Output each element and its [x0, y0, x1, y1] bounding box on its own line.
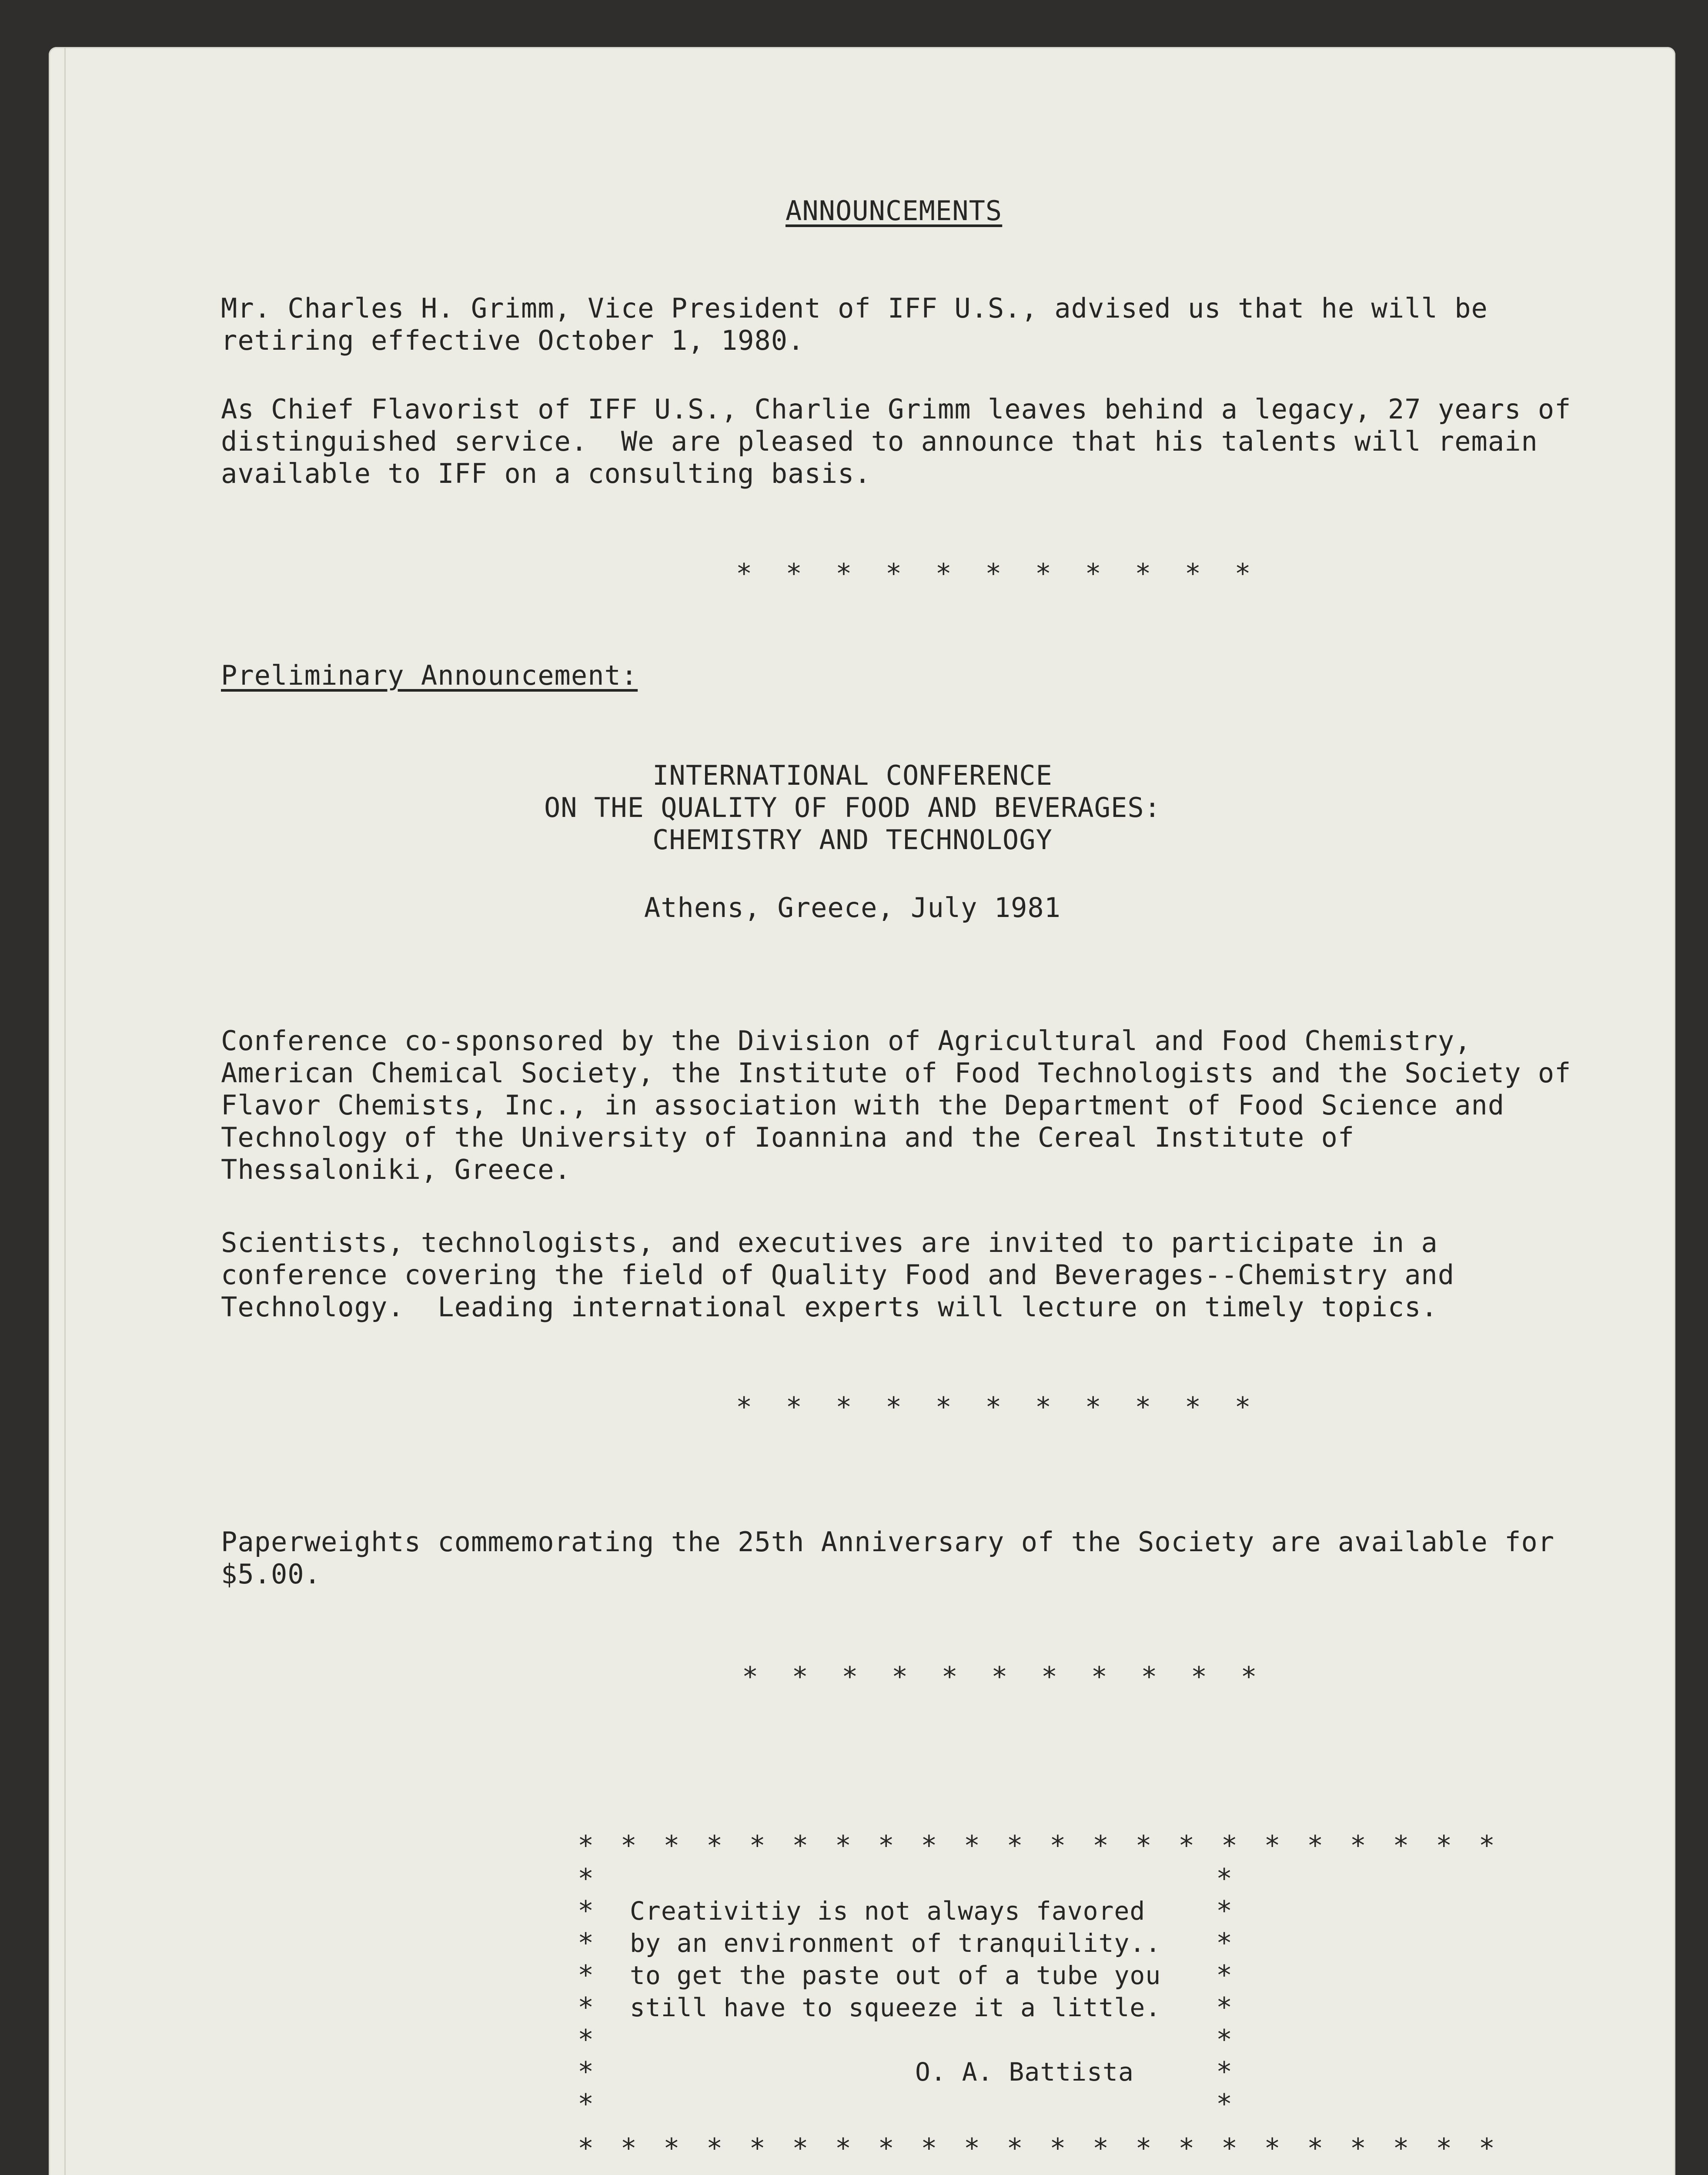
conference-paragraph-line-4: Technology of the University of Ioannina and the Cereal Institute of — [221, 1121, 1355, 1153]
conference-title-line-3: CHEMISTRY AND TECHNOLOGY — [652, 824, 1053, 856]
quote-box-left-star: * — [578, 1863, 595, 1894]
quote-box-left-star: * — [578, 1991, 595, 2023]
invitation-paragraph-line-3: Technology. Leading international experts will lecture on timely topics. — [221, 1291, 1438, 1323]
announcement-paragraph-2-line-3: available to IFF on a consulting basis. — [221, 458, 871, 489]
invitation-paragraph-line-2: conference covering the field of Quality Food and Beverages--Chemistry and — [221, 1259, 1455, 1291]
announcement-paragraph-1-line-2: retiring effective October 1, 1980. — [221, 325, 805, 356]
quote-line-2: by an environment of tranquility.. — [630, 1928, 1161, 1958]
quote-box-top-border: * * * * * * * * * * * * * * * * * * * * * * — [578, 1830, 1501, 1861]
conference-paragraph-line-2: American Chemical Society, the Institute of Food Technologists and the Society of — [221, 1057, 1571, 1089]
quote-box-right-star: * — [1216, 1959, 1233, 1991]
quote-line-4: still have to squeeze it a little. — [630, 1993, 1161, 2022]
quote-box-right-star: * — [1216, 1927, 1233, 1959]
separator-stars-2: * * * * * * * * * * * — [736, 1391, 1260, 1423]
quote-box-right-star: * — [1216, 1895, 1233, 1927]
invitation-paragraph-line-1: Scientists, technologists, and executives are invited to participate in a — [221, 1227, 1438, 1258]
quote-box-left-star: * — [578, 2056, 595, 2088]
conference-paragraph-line-5: Thessaloniki, Greece. — [221, 1154, 571, 1185]
quote-box-left-star: * — [578, 1959, 595, 1991]
quote-box-right-star: * — [1216, 2088, 1233, 2120]
quote-box-right-star: * — [1216, 1991, 1233, 2023]
quote-box-left-star: * — [578, 1895, 595, 1927]
announcement-paragraph-2-line-1: As Chief Flavorist of IFF U.S., Charlie Grimm leaves behind a legacy, 27 years of — [221, 393, 1571, 425]
paperweights-paragraph-line-1: Paperweights commemorating the 25th Anniversary of the Society are available for — [221, 1526, 1555, 1558]
quote-line-3: to get the paste out of a tube you — [630, 1961, 1161, 1990]
conference-title-line-1: INTERNATIONAL CONFERENCE — [652, 760, 1053, 791]
conference-paragraph-line-1: Conference co-sponsored by the Division of Agricultural and Food Chemistry, — [221, 1025, 1471, 1057]
conference-location: Athens, Greece, July 1981 — [644, 892, 1061, 924]
separator-stars-1: * * * * * * * * * * * — [736, 558, 1260, 589]
preliminary-announcement-heading: Preliminary Announcement: — [221, 659, 638, 691]
quote-author: O. A. Battista — [915, 2057, 1134, 2087]
quote-box-left-star: * — [578, 1927, 595, 1959]
separator-stars-3: * * * * * * * * * * * — [742, 1661, 1266, 1693]
announcement-paragraph-1-line-1: Mr. Charles H. Grimm, Vice President of IFF U.S., advised us that he will be — [221, 292, 1488, 324]
paperweights-paragraph-line-2: $5.00. — [221, 1558, 321, 1590]
quote-box-right-star: * — [1216, 1863, 1233, 1894]
quote-box-bottom-border: * * * * * * * * * * * * * * * * * * * * * * — [578, 2132, 1501, 2164]
quote-box-left-star: * — [578, 2024, 595, 2055]
conference-title-line-2: ON THE QUALITY OF FOOD AND BEVERAGES: — [544, 792, 1161, 823]
announcements-heading: ANNOUNCEMENTS — [785, 195, 1003, 227]
quote-box-right-star: * — [1216, 2024, 1233, 2055]
quote-box-right-star: * — [1216, 2056, 1233, 2088]
page-edge — [64, 47, 66, 2175]
announcement-paragraph-2-line-2: distinguished service. We are pleased to announce that his talents will remain — [221, 425, 1538, 457]
quote-box-left-star: * — [578, 2088, 595, 2120]
quote-line-1: Creativitiy is not always favored — [630, 1896, 1146, 1926]
conference-paragraph-line-3: Flavor Chemists, Inc., in association with the Department of Food Science and — [221, 1089, 1505, 1121]
